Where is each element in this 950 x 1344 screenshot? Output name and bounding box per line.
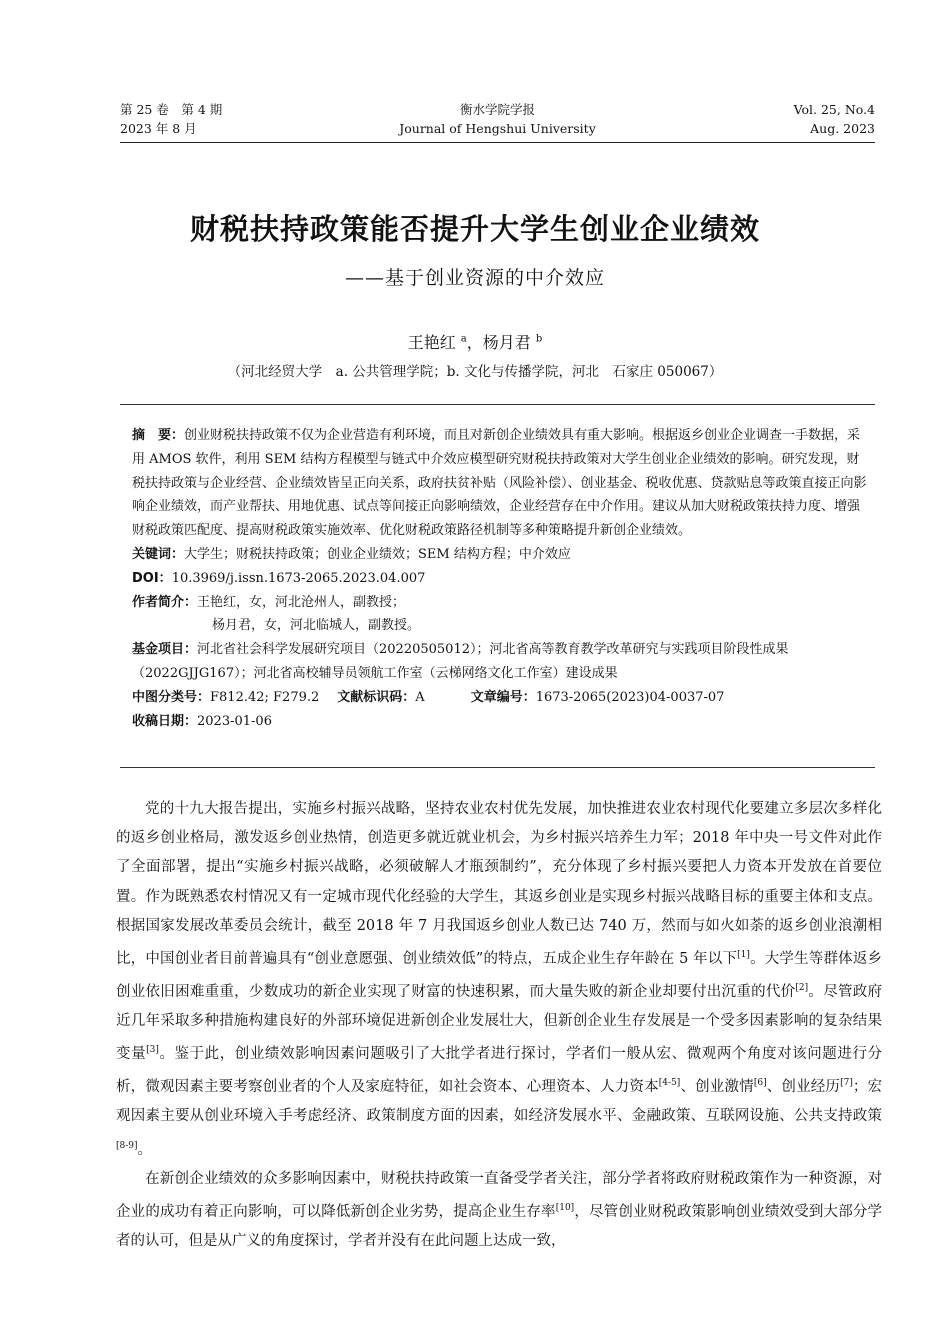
abstract — [132, 424, 867, 543]
body-paragraph-2 — [116, 1165, 882, 1256]
p1-text-h: 。 — [137, 1141, 153, 1158]
author-intro-line1: 王艳红，女，河北沧州人，副教授； — [197, 594, 406, 610]
keywords-label: 关键词： — [132, 546, 185, 562]
author-intro-line2: 杨月君，女，河北临城人，副教授。 — [212, 618, 421, 634]
p1-text-b: 。大学生等群体返乡创业依旧困难重重，少数成功的新企业实现了财富的快速积累，而大量失败的新企业却要付出沉重的代价 — [116, 950, 883, 1000]
paper-subtitle: ——基于创业资源的中介效应 — [344, 267, 605, 289]
p1-text-g: ；宏观因素主要从创业环境入手考虑经济、政策制度方面的因素，如经济发展水平、金融政策、互联网设施、公共支持政策 — [116, 1079, 883, 1125]
clc-label: 中图分类号： — [132, 689, 211, 705]
keywords-text: 大学生；财税扶持政策；创业企业绩效；SEM 结构方程；中介效应 — [184, 546, 571, 562]
fund-label: 基金项目： — [132, 642, 198, 658]
header-date-en: Aug. 2023 — [810, 121, 875, 136]
author-1: 王艳红 — [407, 333, 456, 352]
author-2-affil-mark: b — [535, 333, 543, 345]
abstract-text: 创业财税扶持政策不仅为企业营造有利环境，而且对新创企业绩效具有重大影响。根据返乡创业企业调查一手数据，采用 AMOS 软件，利用 SEM 结构方程模型与链式中介效应模型研究财税扶持政策对大学生创业企业绩效的影响。研究发现，财税扶持政策与企业经营、企业绩效皆呈正向关系，政府扶贫补贴（风险补偿）、创业基金、税收优惠、贷款贴息等政策直接正向影响企业绩效，而产业帮扶、用地优惠、试点等间接正向影响绩效，企业经营存在中介作用。建议从加大财税政策扶持力度、增强财税政策匹配度、提高财税政策实施效率、优化财税政策路径机制等多种策略提升新创企业绩效。 — [132, 428, 867, 539]
author-1-affil-mark: a — [460, 333, 467, 345]
p1-text-e: 、创业激情 — [680, 1079, 754, 1096]
citation-10[interactable]: [10] — [555, 1202, 575, 1213]
citation-8-9[interactable]: [8-9] — [116, 1140, 138, 1151]
received-value: 2023-01-06 — [197, 713, 272, 729]
running-header — [120, 100, 875, 140]
header-journal-en: Journal of Hengshui University — [399, 121, 596, 136]
p1-text-c: 。尽管政府近几年采取多种措施构建良好的外部环境促进新创企业发展壮大，但新创企业生存发展是一个受多因素影响的复杂结果变量 — [116, 983, 883, 1063]
p2-text-b: ，尽管创业财税政策影响创业绩效受到大部分学者的认可，但是从广义的角度探讨，学者并没有在此问题上达成一致， — [116, 1203, 883, 1249]
doc-code-value: A — [415, 689, 425, 705]
header-journal — [120, 100, 875, 138]
body-paragraph-1 — [116, 795, 882, 1165]
citation-2[interactable]: [2] — [795, 983, 809, 994]
header-volume: 第 25 卷 第 4 期 — [120, 102, 223, 117]
doi — [132, 567, 867, 591]
citation-3[interactable]: [3] — [146, 1045, 159, 1056]
clc-value: F812.42; F279.2 — [210, 689, 320, 705]
article-no-value: 1673-2065(2023)04-0037-07 — [535, 689, 725, 705]
author-intro — [132, 591, 867, 615]
abstract-label: 摘 要： — [132, 428, 185, 443]
classification — [132, 686, 867, 710]
abstract-top-rule — [120, 404, 875, 405]
received-label: 收稿日期： — [132, 713, 198, 729]
citation-1[interactable]: [1] — [737, 950, 750, 961]
body-text — [116, 795, 882, 1256]
author-line — [0, 330, 950, 353]
received-date — [132, 710, 867, 734]
header-volume-en — [794, 100, 875, 138]
author-2: 杨月君 — [482, 333, 531, 352]
fund-text: 河北省社会科学发展研究项目（20220505012）；河北省高等教育教学改革研究与实践项目阶段性成果（2022GJJG167）；河北省高校辅导员领航工作室（云梯网络文化工作室）建设成果 — [132, 642, 789, 681]
header-divider — [120, 142, 875, 143]
keywords — [132, 543, 867, 567]
article-no-label: 文章编号： — [470, 689, 536, 705]
p1-text-f: 、创业经历 — [766, 1079, 841, 1096]
doi-label: DOI： — [132, 570, 172, 586]
affiliation: （河北经贸大学 a. 公共管理学院；b. 文化与传播学院，河北 石家庄 050067） — [227, 364, 723, 380]
p1-text-d: 。鉴于此，创业绩效影响因素问题吸引了大批学者进行探讨，学者们一般从宏、微观两个角度对该问题进行分析，微观因素主要考察创业者的个人及家庭特征，如社会资本、心理资本、人力资本 — [116, 1046, 883, 1096]
header-date: 2023 年 8 月 — [120, 121, 197, 136]
fund — [132, 638, 867, 686]
paper-title: 财税扶持政策能否提升大学生创业企业绩效 — [189, 212, 760, 246]
p1-text-a: 党的十九大报告提出，实施乡村振兴战略，坚持农业农村优先发展，加快推进农业农村现代化要建立多层次多样化的返乡创业格局，激发返乡创业热情，创造更多就近就业机会，为乡村振兴培养生力军；2018 年中央一号文件对此作了全面部署，提出“实施乡村振兴战略，必须破解人才瓶颈制约”，充分体现了乡村振兴要把人力资本开发放在首要位置。作为既熟悉农村情况又有一定城市现代化经验的大学生，其返乡创业是实现乡村振兴战略目标的重要主体和支点。根据国家发展改革委员会统计，截至 2018 年 7 月我国返乡创业人数已达 740 万，然而与如火如荼的返乡创业浪潮相比，中国创业者目前普遍具有“创业意愿强、创业绩效低”的特点，五成企业生存年龄在 5 年以下 — [116, 801, 882, 967]
citation-7[interactable]: [7] — [840, 1078, 853, 1089]
author-separator: ， — [466, 333, 483, 352]
abstract-block — [132, 424, 867, 733]
citation-4-5[interactable]: [4-5] — [658, 1078, 681, 1089]
header-vol-no: Vol. 25, No.4 — [793, 102, 875, 117]
abstract-bottom-rule — [120, 767, 875, 768]
p2-text-a: 在新创企业绩效的众多影响因素中，财税扶持政策一直备受学者关注，部分学者将政府财税政策作为一种资源，对企业的成功有着正向影响，可以降低新创企业劣势，提高企业生存率 — [116, 1170, 882, 1220]
doc-code-label: 文献标识码： — [337, 689, 416, 705]
citation-6[interactable]: [6] — [753, 1078, 767, 1089]
header-journal-cn: 衡水学院学报 — [459, 102, 535, 117]
author-intro-second — [132, 614, 867, 638]
author-intro-label: 作者简介： — [132, 594, 198, 610]
doi-text[interactable]: 10.3969/j.issn.1673-2065.2023.04.007 — [171, 570, 426, 586]
